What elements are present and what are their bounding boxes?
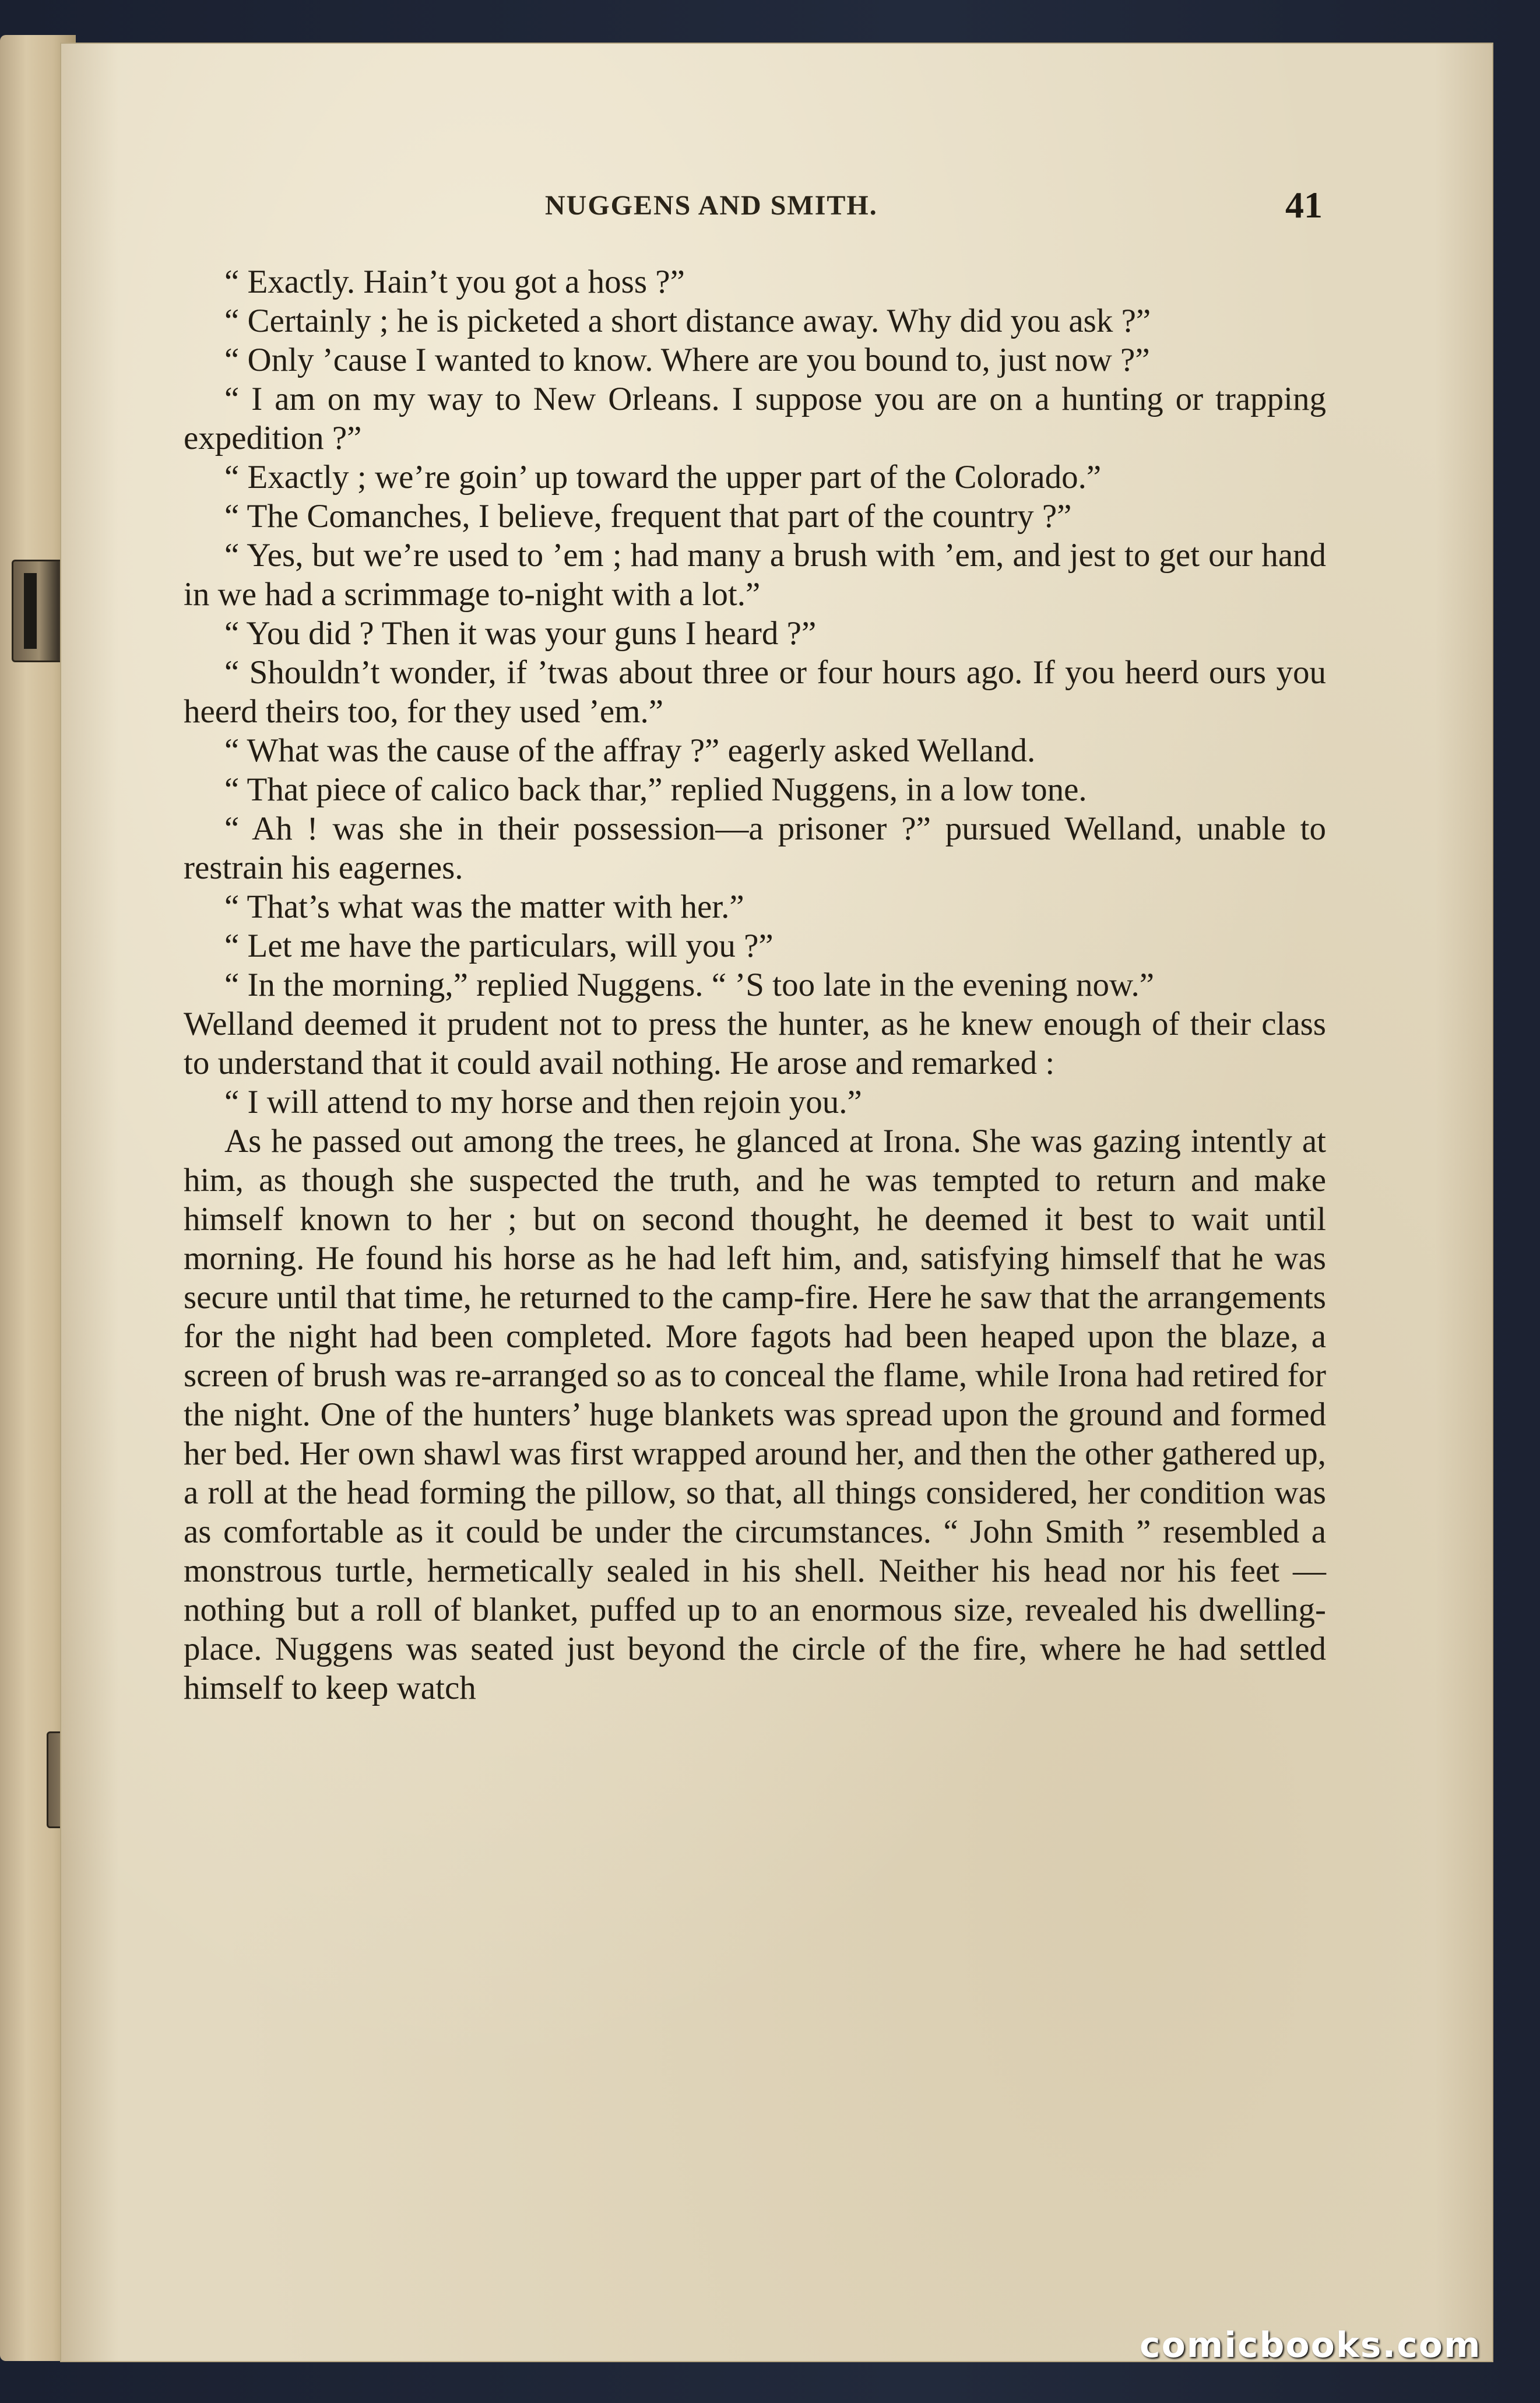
paragraph: “ What was the cause of the affray ?” eagerly asked Welland.	[224, 732, 1036, 769]
page-header	[61, 184, 1492, 236]
paragraph: “ That’s what was the matter with her.”	[224, 888, 744, 925]
paragraph: “ Only ’cause I wanted to know. Where are you bound to, just now ?”	[224, 342, 1150, 378]
paragraph: “ Shouldn’t wonder, if ’twas about three or four hours ago. If you heerd ours you heerd theirs too, for they used ’em.”	[184, 654, 1326, 730]
body-text	[184, 262, 1326, 1708]
paragraph: “ Exactly ; we’re goin’ up toward the upper part of the Colorado.”	[224, 459, 1102, 496]
watermark: comicbooks.com	[1140, 2325, 1482, 2366]
paragraph: “ I will attend to my horse and then rejoin you.”	[224, 1084, 862, 1120]
paragraph: “ Yes, but we’re used to ’em ; had many a brush with ’em, and jest to get our hand in we had a scrimmage to-night with a lot.”	[184, 537, 1326, 613]
paragraph: “ I am on my way to New Orleans. I suppose you are on a hunting or trapping expedition ?”	[184, 381, 1326, 456]
paragraph: “ Exactly. Hain’t you got a hoss ?”	[224, 264, 685, 300]
paragraph: “ Certainly ; he is picketed a short distance away. Why did you ask ?”	[224, 303, 1151, 339]
clip-shadow	[24, 573, 37, 649]
paragraph: “ Let me have the particulars, will you ?”	[224, 928, 773, 964]
running-head: NUGGENS AND SMITH.	[545, 190, 878, 221]
paragraph: As he passed out among the trees, he glanced at Irona. She was gazing intently at him, as though she suspected the truth, and he was tempted to return and make himself known to her ; but on second thought, he deemed it best to wait until morning. He found his horse as he had left him, and, satisfying himself that he was secure until that time, he returned to the camp-fire. Here he saw that the arrangements for the night had been completed. More fagots had been heaped upon the blaze, a screen of brush was re-arranged so as to conceal the flame, while Irona had retired for the night. One of the hunters’ huge blankets was spread upon the ground and formed her bed. Her own shawl was first wrapped around her, and then the other gathered up, a roll at the head forming the pillow, so that, all things considered, her condition was as comfortable as it could be under the circumstances. “ John Smith ” resembled a monstrous turtle, hermetically sealed in his shell. Neither his head nor his feet —nothing but a roll of blanket, puffed up to an enormous size, revealed his dwelling-place. Nuggens was seated just beyond the circle of the fire, where he had settled himself to keep watch	[184, 1123, 1326, 1706]
paragraph: “ Ah ! was she in their possession—a prisoner ?” pursued Welland, unable to restrain his eagernes.	[184, 810, 1326, 886]
book-page	[61, 44, 1492, 2361]
paragraph: “ In the morning,” replied Nuggens. “ ’S too late in the evening now.”	[224, 967, 1155, 1003]
page-number: 41	[1285, 184, 1323, 226]
paragraph: “ That piece of calico back thar,” replied Nuggens, in a low tone.	[224, 771, 1087, 808]
paragraph: Welland deemed it prudent not to press the hunter, as he knew enough of their class to understand that it could avail nothing. He arose and remarked :	[184, 1006, 1326, 1081]
paragraph: “ The Comanches, I believe, frequent that part of the country ?”	[224, 498, 1072, 535]
paragraph: “ You did ? Then it was your guns I heard ?”	[224, 615, 817, 652]
